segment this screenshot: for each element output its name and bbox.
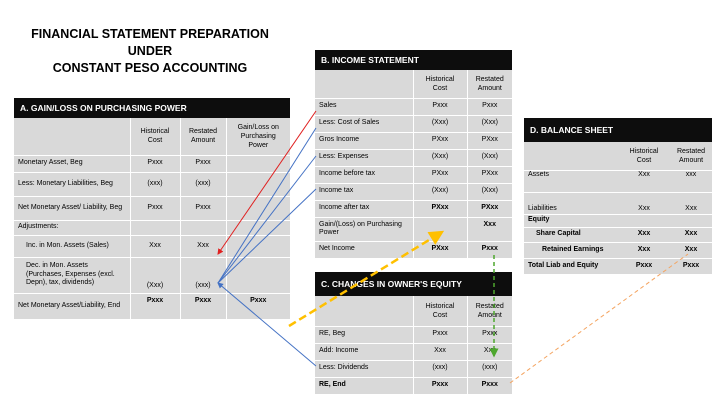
panel-c-header: C. CHANGES IN OWNER'S EQUITY <box>315 272 512 296</box>
panel-b-header: B. INCOME STATEMENT <box>315 50 512 70</box>
restated-value: Xxx <box>670 242 712 258</box>
row-label: Net Monetary Asset/Liability, End <box>14 293 130 319</box>
row-label: Inc. in Mon. Assets (Sales) <box>14 235 130 257</box>
row-label: Retained Earnings <box>524 242 618 258</box>
restated-value: PXxx <box>467 200 512 217</box>
restated-value: Pxxx <box>180 293 226 319</box>
row-label: Assets <box>524 170 618 192</box>
restated-value: (Xxx) <box>467 115 512 132</box>
historical-value: (Xxx) <box>130 257 180 293</box>
panel-a-header: A. GAIN/LOSS ON PURCHASING POWER <box>14 98 290 118</box>
historical-value: Pxxx <box>130 155 180 172</box>
row-label: Sales <box>315 98 413 115</box>
col-header-historical: Historical Cost <box>413 296 467 326</box>
panel-d-header: D. BALANCE SHEET <box>524 118 712 142</box>
historical-value: Xxx <box>413 343 467 360</box>
restated-value: Pxxx <box>467 241 512 258</box>
row-label: Less: Cost of Sales <box>315 115 413 132</box>
historical-value: Xxx <box>618 227 670 242</box>
historical-value: (Xxx) <box>413 115 467 132</box>
row-label: RE, End <box>315 377 413 394</box>
restated-value: (Xxx) <box>467 183 512 200</box>
title-line-2: UNDER <box>127 44 173 58</box>
row-label: Dec. in Mon. Assets (Purchases, Expenses (excl. Depn), tax, dividends) <box>14 257 130 293</box>
historical-value: Xxx <box>130 235 180 257</box>
col-header-restated: Restated Amount <box>670 142 712 170</box>
row-label: Add: Income <box>315 343 413 360</box>
row-label: Net Income <box>315 241 413 258</box>
col-header-restated: Restated Amount <box>467 296 512 326</box>
row-label: Gain/(Loss) on Purchasing Power <box>315 217 413 241</box>
col-header-historical: Historical Cost <box>413 70 467 98</box>
historical-value: Pxxx <box>413 326 467 343</box>
row-label: Adjustments: <box>14 220 130 235</box>
row-label: Income tax <box>315 183 413 200</box>
col-header-historical: Historical Cost <box>618 142 670 170</box>
restated-value: Pxxx <box>467 98 512 115</box>
restated-value: PXxx <box>467 132 512 149</box>
historical-value: Pxxx <box>130 293 180 319</box>
restated-value: (Xxx) <box>467 149 512 166</box>
row-label: Share Capital <box>524 227 618 242</box>
historical-value: PXxx <box>413 132 467 149</box>
row-label: Less: Dividends <box>315 360 413 377</box>
col-header-restated: Restated Amount <box>467 70 512 98</box>
restated-value: Pxxx <box>467 326 512 343</box>
row-label: Net Monetary Asset/ Liability, Beg <box>14 196 130 220</box>
historical-value: Xxx <box>618 242 670 258</box>
historical-value: Pxxx <box>413 98 467 115</box>
arrow-income-tax <box>218 189 316 283</box>
row-label: RE, Beg <box>315 326 413 343</box>
arrow-re-to-balance-sheet <box>510 254 688 383</box>
row-label: Total Liab and Equity <box>524 258 618 274</box>
arrow-sales-to-increase <box>218 111 316 254</box>
restated-value: Pxxx <box>670 258 712 274</box>
title-line-1: FINANCIAL STATEMENT PREPARATION <box>31 27 269 41</box>
row-label: Equity <box>524 214 618 227</box>
historical-value: (xxx) <box>130 172 180 196</box>
historical-value: Pxxx <box>618 258 670 274</box>
historical-value: PXxx <box>413 200 467 217</box>
row-label: Gros Income <box>315 132 413 149</box>
arrow-expenses <box>218 156 316 283</box>
title-line-3: CONSTANT PESO ACCOUNTING <box>52 61 248 75</box>
row-label: Less: Expenses <box>315 149 413 166</box>
restated-value: Pxxx <box>467 377 512 394</box>
historical-value: (xxx) <box>413 360 467 377</box>
historical-value: Pxxx <box>413 377 467 394</box>
historical-value: PXxx <box>413 166 467 183</box>
col-header-restated: Restated Amount <box>180 118 226 155</box>
restated-value: Xxx <box>670 227 712 242</box>
gain-value: Pxxx <box>226 293 290 319</box>
row-label: Monetary Asset, Beg <box>14 155 130 172</box>
historical-value: Xxx <box>618 192 670 214</box>
restated-value: (xxx) <box>467 360 512 377</box>
historical-value: (Xxx) <box>413 183 467 200</box>
col-header-historical: Historical Cost <box>130 118 180 155</box>
historical-value: Pxxx <box>130 196 180 220</box>
historical-value: (Xxx) <box>413 149 467 166</box>
arrow-cost-of-sales <box>218 128 316 283</box>
restated-value: (xxx) <box>180 172 226 196</box>
row-label: Income before tax <box>315 166 413 183</box>
historical-value: PXxx <box>413 241 467 258</box>
restated-value: Pxxx <box>180 196 226 220</box>
restated-value: Xxx <box>467 217 512 241</box>
restated-value: Pxxx <box>180 155 226 172</box>
restated-value: Xxx <box>467 343 512 360</box>
arrow-gain-to-income <box>289 232 442 326</box>
row-label: Liabilities <box>524 192 618 214</box>
arrow-dividends <box>218 283 316 366</box>
historical-value: Xxx <box>618 170 670 192</box>
restated-value: Xxx <box>670 192 712 214</box>
restated-value: xxx <box>670 170 712 192</box>
restated-value: Xxx <box>180 235 226 257</box>
restated-value: (xxx) <box>180 257 226 293</box>
row-label: Less: Monetary Liabilities, Beg <box>14 172 130 196</box>
row-label: Income after tax <box>315 200 413 217</box>
col-header-gain-loss: Gain/Loss on Purchasing Power <box>226 118 290 155</box>
restated-value: PXxx <box>467 166 512 183</box>
